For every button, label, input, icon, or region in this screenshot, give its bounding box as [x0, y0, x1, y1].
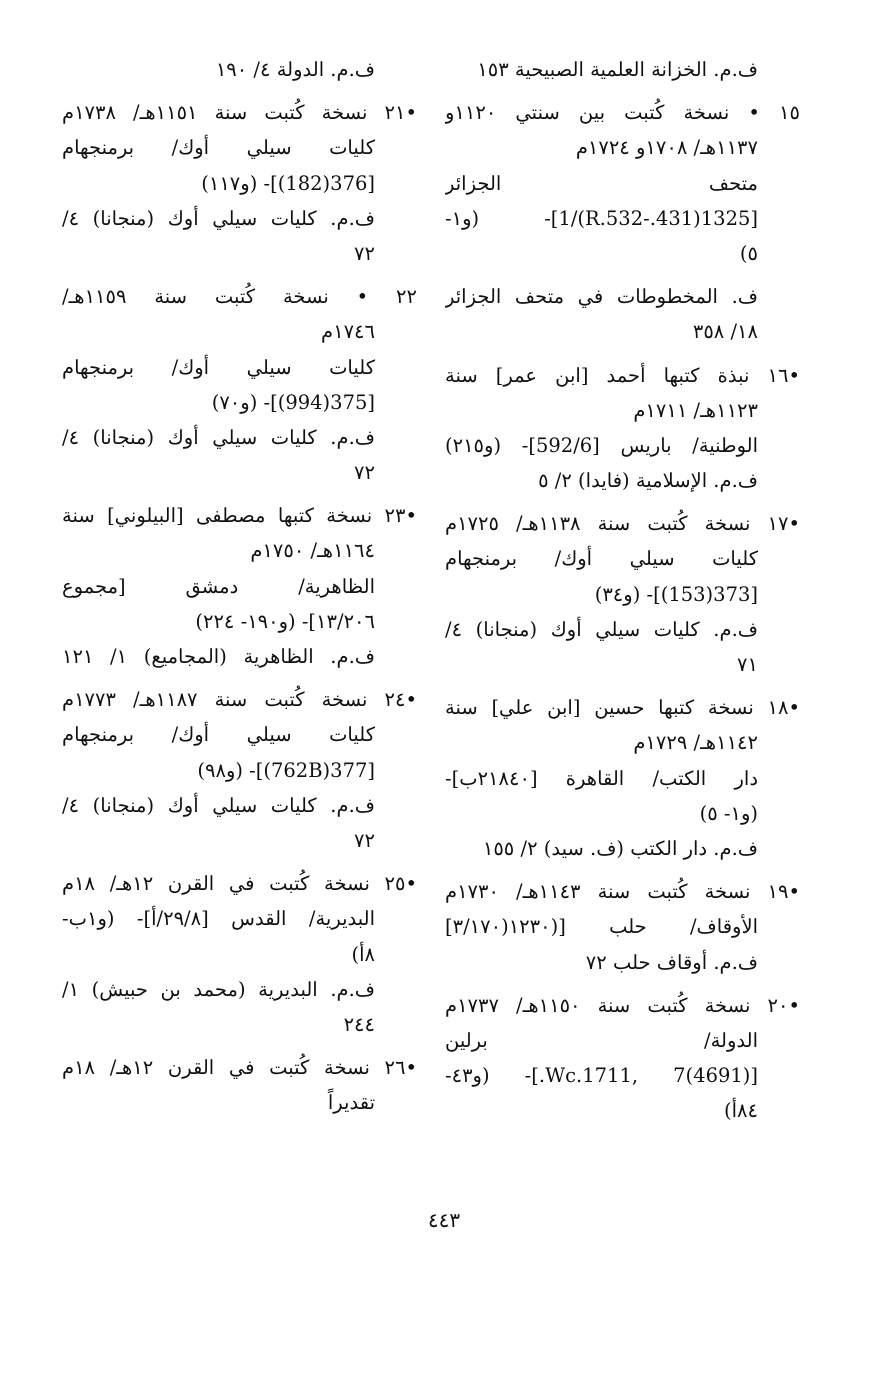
entry-line: ف. المخطوطات في متحف الجزائر [445, 285, 758, 309]
catalog-entry [445, 95, 800, 271]
entry-line: [376(182)]- (و١١٧) [201, 171, 375, 195]
entry-line: ف.م. كليات سيلي أوك (منجانا) ٤/ [62, 793, 375, 817]
entry-heading-line: •١٩ نسخة كُتبت سنة ١١٤٣هـ/ ١٧٣٠م [445, 880, 800, 904]
page-number: ٤٤٣ [427, 1208, 461, 1232]
catalog-entry [445, 690, 800, 866]
entry-line: البديرية/ القدس [٢٩/٨/أ]- (و١ب- [62, 907, 375, 931]
entry-line: ٧٢ [354, 828, 375, 852]
entry-line: كليات سيلي أوك/ برمنجهام [62, 723, 375, 747]
entry-line: ١١٣٧هـ/ ١٧٠٨و ١٧٢٤م [575, 136, 758, 160]
entry-line: تقديراً [327, 1091, 375, 1115]
entry-line: ف.م. الظاهرية (المجاميع) ١/ ١٢١ [62, 645, 375, 668]
entry-line: ف.م. كليات سيلي أوك (منجانا) ٤/ [445, 617, 758, 641]
entry-line: ١١٤٢هـ/ ١٧٢٩م [633, 731, 758, 755]
entry-spacer [445, 87, 800, 95]
entry-line: ١٧٤٦م [321, 320, 375, 344]
entry-spacer [62, 271, 417, 279]
entry-line: كليات سيلي أوك/ برمنجهام [445, 547, 758, 571]
entry-line: ف.م. أوقاف حلب ٧٢ [585, 950, 758, 974]
entry-line: ١٣/٢٠٦]- (و١٩٠- ٢٢٤) [195, 609, 375, 633]
catalog-entry [445, 506, 800, 682]
catalog-entry [62, 682, 417, 858]
entry-line: ١١٢٣هـ/ ١٧١١م [633, 398, 758, 422]
entry-heading-line: •٢٣ نسخة كتبها مصطفى [البيلوني] سنة [62, 504, 417, 528]
entry-line: ف.م. الخزانة العلمية الصبيحية ١٥٣ [477, 58, 758, 81]
entry-line: [(4691)Wc.1711, 7.]- (و٤٣- [445, 1064, 759, 1088]
entry-spacer [445, 866, 800, 874]
entry-line: ف.م. البديرية (محمد بن حبيش) ١/ [62, 977, 375, 1001]
entry-line: [375(994)]- (و٧٠) [211, 390, 375, 414]
entry-line: متحف الجزائر [445, 171, 758, 195]
entry-line: [1325(431.-R.532)/1]- (و١- [445, 206, 758, 230]
left-column [62, 52, 417, 1120]
entry-line: الظاهرية/ دمشق [مجموع [62, 574, 375, 598]
entry-line: [377(762B)]- (و٩٨) [197, 758, 375, 782]
entry-line: الأوقاف/ حلب [(١٢٣٠(٣/١٧٠] [445, 915, 758, 939]
entry-heading-line: •٢٠ نسخة كُتبت سنة ١١٥٠هـ/ ١٧٣٧م [445, 993, 800, 1017]
entry-heading-line: ١٥ • نسخة كُتبت بين سنتي ١١٢٠و [445, 101, 800, 125]
catalog-entry [445, 279, 800, 349]
catalog-entry [445, 52, 800, 87]
entry-spacer [62, 1042, 417, 1050]
entry-line: كليات سيلي أوك/ برمنجهام [62, 355, 375, 379]
catalog-entry [62, 52, 417, 87]
entry-heading-line: •١٧ نسخة كُتبت سنة ١١٣٨هـ/ ١٧٢٥م [445, 512, 800, 536]
entry-spacer [445, 350, 800, 358]
entry-line: ف.م. دار الكتب (ف. سيد) ٢/ ١٥٥ [482, 836, 758, 860]
entry-spacer [62, 87, 417, 95]
entry-heading-line: •١٨ نسخة كتبها حسين [ابن علي] سنة [445, 696, 800, 720]
catalog-entry [62, 279, 417, 490]
entry-heading-line: ٢٢ • نسخة كُتبت سنة ١١٥٩هـ/ [62, 285, 417, 309]
entry-spacer [445, 271, 800, 279]
entry-line: الدولة/ برلين [445, 1028, 758, 1052]
entry-heading-line: •٢٥ نسخة كُتبت في القرن ١٢هـ/ ١٨م [62, 872, 417, 896]
entry-line: ٧٢ [354, 461, 375, 485]
entry-line: دار الكتب/ القاهرة [٢١٨٤٠ب]- [445, 766, 758, 790]
entry-line: الوطنية/ باريس [592/6]- (و٢١٥) [445, 433, 759, 457]
entry-heading-line: •١٦ نبذة كتبها أحمد [ابن عمر] سنة [445, 363, 800, 387]
catalog-entry [62, 866, 417, 1042]
entry-line: ٥) [739, 241, 758, 265]
entry-line: كليات سيلي أوك/ برمنجهام [62, 136, 375, 160]
right-column [445, 52, 800, 1128]
entry-line: ٢٤٤ [343, 1012, 375, 1036]
catalog-entry [445, 874, 800, 980]
entry-line: ف.م. الإسلامية (فايدا) ٢/ ٥ [538, 469, 758, 493]
catalog-entry [62, 1050, 417, 1120]
catalog-entry [445, 988, 800, 1129]
entry-line: (و١- ٥) [699, 801, 758, 825]
entry-line: [373(153)]- (و٣٤) [594, 582, 758, 606]
entry-heading-line: •٢٤ نسخة كُتبت سنة ١١٨٧هـ/ ١٧٧٣م [62, 688, 417, 712]
entry-line: ٨٤أ) [724, 1099, 758, 1123]
entry-line: ٧١ [737, 653, 758, 676]
entry-line: ف.م. الدولة ٤/ ١٩٠ [215, 58, 375, 81]
catalog-entry [62, 498, 417, 674]
entry-spacer [445, 498, 800, 506]
entry-line: ف.م. كليات سيلي أوك (منجانا) ٤/ [62, 425, 375, 449]
entry-spacer [62, 858, 417, 866]
entry-spacer [62, 674, 417, 682]
entry-heading-line: •٢٦ نسخة كُتبت في القرن ١٢هـ/ ١٨م [62, 1056, 417, 1080]
entry-spacer [445, 682, 800, 690]
entry-line: ٨أ) [351, 942, 375, 966]
entry-line: ٧٢ [354, 241, 375, 265]
entry-line: ١١٦٤هـ/ ١٧٥٠م [250, 539, 375, 563]
entry-spacer [445, 980, 800, 988]
entry-spacer [62, 490, 417, 498]
catalog-entry [62, 95, 417, 271]
entry-line: ف.م. كليات سيلي أوك (منجانا) ٤/ [62, 206, 375, 230]
catalog-entry [445, 358, 800, 499]
entry-heading-line: •٢١ نسخة كُتبت سنة ١١٥١هـ/ ١٧٣٨م [62, 101, 417, 125]
entry-line: ١٨/ ٣٥٨ [692, 320, 758, 344]
